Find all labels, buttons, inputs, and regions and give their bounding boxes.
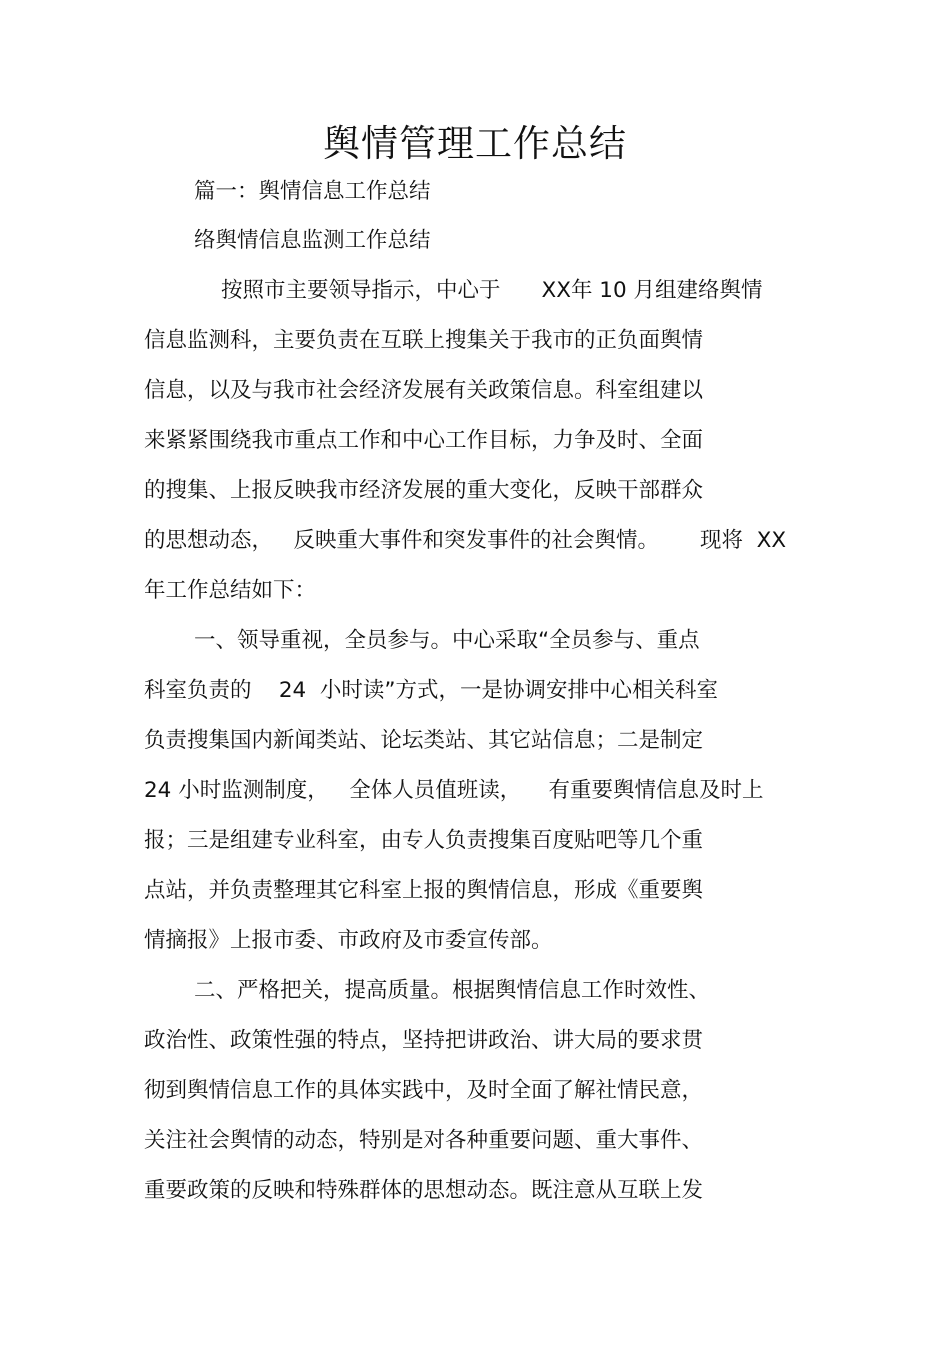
paragraph-line: 信息，以及与我市社会经济发展有关政策信息。科室组建以 <box>144 378 704 403</box>
document-title: 舆情管理工作总结 <box>323 122 627 165</box>
paragraph-line: 重要政策的反映和特殊群体的思想动态。既注意从互联上发 <box>144 1178 704 1203</box>
paragraph-line: 彻到舆情信息工作的具体实践中，及时全面了解社情民意， <box>144 1078 704 1103</box>
paragraph-line: 政治性、政策性强的特点，坚持把讲政治、讲大局的要求贯 <box>144 1028 704 1053</box>
paragraph-line: 科室负责的 24 小时读”方式，一是协调安排中心相关科室 <box>144 678 719 703</box>
paragraph-line: 来紧紧围绕我市重点工作和中心工作目标，力争及时、全面 <box>144 428 704 453</box>
paragraph-line: 的搜集、上报反映我市经济发展的重大变化，反映干部群众 <box>144 478 704 503</box>
paragraph-line: 一、领导重视，全员参与。中心采取“全员参与、重点 <box>194 628 700 653</box>
heading-line: 篇一：舆情信息工作总结 <box>194 179 431 204</box>
subheading-line: 络舆情信息监测工作总结 <box>194 228 431 253</box>
paragraph-line: 信息监测科，主要负责在互联上搜集关于我市的正负面舆情 <box>144 328 704 353</box>
paragraph-line: 负责搜集国内新闻类站、论坛类站、其它站信息；二是制定 <box>144 728 704 753</box>
paragraph-line: 情摘报》上报市委、市政府及市委宣传部。 <box>144 928 553 953</box>
paragraph-line: 点站，并负责整理其它科室上报的舆情信息，形成《重要舆 <box>144 878 704 903</box>
paragraph-line: 的思想动态， 反映重大事件和突发事件的社会舆情。 现将 XX <box>144 528 787 553</box>
paragraph-line: 24 小时监测制度， 全体人员值班读， 有重要舆情信息及时上 <box>144 778 764 803</box>
paragraph-line: 年工作总结如下： <box>144 578 317 603</box>
paragraph-line: 报；三是组建专业科室，由专人负责搜集百度贴吧等几个重 <box>144 828 704 853</box>
paragraph-line: 二、严格把关，提高质量。根据舆情信息工作时效性、 <box>194 978 711 1003</box>
paragraph-line: 按照市主要领导指示，中心于 XX年 10 月组建络舆情 <box>221 278 763 303</box>
paragraph-line: 关注社会舆情的动态，特别是对各种重要问题、重大事件、 <box>144 1128 704 1153</box>
